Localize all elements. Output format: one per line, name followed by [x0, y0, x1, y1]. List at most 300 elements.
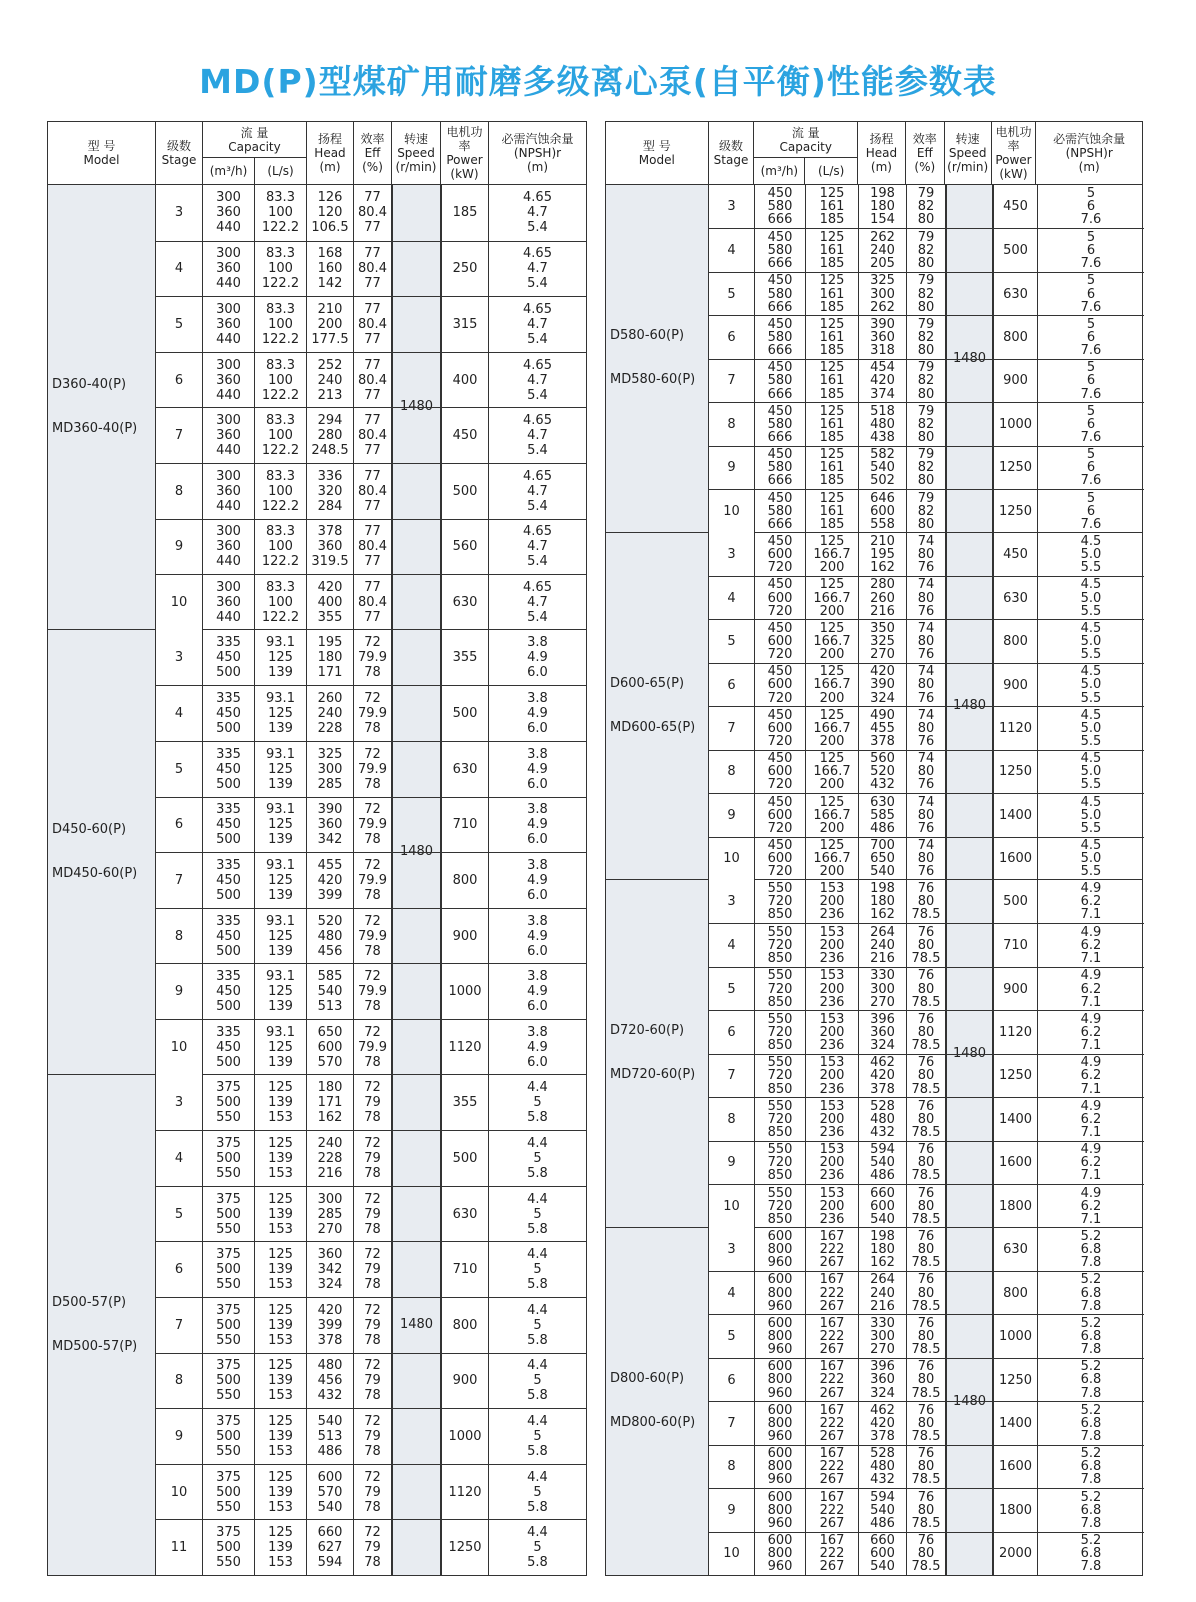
eff-cell-value: 72 [364, 635, 381, 651]
power-cell: 630 [993, 1228, 1038, 1271]
flow-m3h-cell-value: 850 [767, 1168, 793, 1184]
flow-m3h-cell-value: 550 [216, 1221, 241, 1237]
flow-ls-cell-value: 100 [268, 316, 293, 332]
flow-ls-cell [806, 1489, 859, 1531]
flow-ls-cell [255, 1409, 307, 1464]
head-cell-value: 180 [317, 1079, 343, 1095]
npsh-cell [489, 1242, 586, 1297]
header-flow-title [203, 122, 306, 158]
head-cell-value: 213 [317, 387, 343, 403]
flow-m3h-cell-value: 360 [216, 483, 241, 499]
flow-m3h-cell-value: 300 [216, 246, 241, 262]
flow-ls-cell-value: 267 [819, 1472, 845, 1488]
flow-m3h-cell-value: 960 [767, 1429, 793, 1445]
eff-cell-value: 76 [917, 1359, 935, 1375]
head-cell [859, 1185, 907, 1227]
flow-m3h-cell [755, 707, 806, 749]
flow-m3h-cell-value: 720 [767, 1198, 793, 1214]
eff-cell-value: 72 [364, 1525, 381, 1541]
head-cell-value: 399 [317, 1317, 343, 1333]
stage-cell: 5 [156, 297, 203, 352]
head-cell [859, 1489, 907, 1531]
table-row [709, 1445, 1144, 1488]
npsh-cell-value: 7.8 [1080, 1515, 1102, 1531]
flow-ls-cell [806, 924, 859, 966]
flow-ls-cell-value: 125 [819, 360, 845, 376]
eff-cell [354, 297, 392, 352]
flow-m3h-cell-value: 360 [216, 428, 241, 444]
eff-cell-value: 78.5 [911, 1298, 941, 1314]
flow-m3h-cell-value: 500 [216, 1150, 241, 1166]
flow-ls-cell [806, 490, 859, 532]
flow-ls-cell-value: 139 [268, 832, 293, 848]
header-stage [709, 122, 755, 184]
head-cell-value: 378 [870, 1081, 895, 1097]
flow-ls-cell-value: 153 [819, 1011, 845, 1027]
head-cell [307, 630, 354, 686]
eff-cell [907, 229, 946, 271]
flow-ls-cell-value: 153 [819, 1098, 845, 1114]
eff-cell-value: 78.5 [911, 907, 941, 923]
npsh-cell-value: 5 [1086, 403, 1096, 419]
flow-ls-cell-value: 139 [268, 1206, 293, 1222]
flow-m3h-cell-value: 360 [216, 316, 241, 332]
head-cell [307, 686, 354, 741]
head-cell-value: 180 [870, 199, 895, 215]
power-cell: 900 [441, 1354, 489, 1409]
npsh-cell-value: 7.1 [1080, 1211, 1102, 1227]
stage-cell: 4 [156, 686, 203, 741]
npsh-cell [1038, 273, 1144, 315]
flow-ls-cell-value: 93.1 [266, 857, 295, 873]
eff-cell-value: 80 [917, 981, 935, 997]
flow-ls-cell-value: 125 [268, 1469, 293, 1485]
table-row [709, 359, 1144, 402]
model-name-alt: MD580-60(P) [610, 372, 696, 388]
flow-ls-cell [255, 185, 307, 241]
npsh-cell-value: 5.8 [527, 1332, 548, 1348]
npsh-cell-value: 5.8 [527, 1555, 548, 1571]
eff-cell-value: 80 [917, 1415, 935, 1431]
eff-cell-value: 80 [917, 1068, 935, 1084]
npsh-cell-value: 5.5 [1080, 647, 1102, 663]
power-cell: 1000 [441, 964, 489, 1019]
npsh-cell-value: 5.2 [1080, 1228, 1102, 1244]
flow-m3h-cell-value: 450 [767, 447, 793, 463]
flow-ls-cell [255, 1131, 307, 1186]
flow-ls-cell-value: 125 [819, 533, 845, 549]
table-row [156, 963, 586, 1019]
flow-m3h-cell-value: 600 [767, 1359, 793, 1375]
head-cell [307, 1131, 354, 1186]
npsh-cell-value: 4.5 [1080, 707, 1102, 723]
eff-cell-value: 76 [917, 1315, 935, 1331]
model-name-alt: MD600-65(P) [610, 719, 696, 735]
flow-ls-cell [806, 1533, 859, 1575]
model-name: D720-60(P) [610, 1023, 685, 1039]
head-cell-value: 378 [317, 524, 343, 540]
eff-cell-value: 78 [364, 1555, 381, 1571]
flow-m3h-cell [203, 1354, 255, 1409]
flow-m3h-cell-value: 960 [767, 1254, 793, 1270]
head-cell-value: 520 [870, 764, 895, 780]
npsh-cell-value: 7.8 [1080, 1298, 1102, 1314]
npsh-cell [489, 242, 586, 297]
head-cell-value: 480 [870, 416, 895, 432]
stage-cell: 3 [709, 533, 755, 576]
flow-m3h-cell-value: 550 [216, 1443, 241, 1459]
npsh-cell [489, 1075, 586, 1131]
header-stage-text: Stage [713, 153, 749, 167]
flow-m3h-cell-value: 600 [767, 634, 793, 650]
power-cell: 1250 [993, 751, 1038, 793]
stage-cell: 5 [156, 742, 203, 797]
flow-ls-cell-value: 161 [819, 373, 845, 389]
flow-ls-cell [255, 1520, 307, 1575]
npsh-cell [1038, 794, 1144, 836]
head-cell-value: 300 [870, 981, 895, 997]
eff-cell-value: 79 [364, 1317, 381, 1333]
stage-cell: 5 [709, 620, 755, 662]
eff-cell-value: 77 [364, 220, 381, 236]
head-cell [307, 1520, 354, 1575]
stage-cell: 3 [709, 880, 755, 923]
eff-cell-value: 78.5 [911, 1211, 941, 1227]
eff-cell [354, 408, 392, 463]
flow-m3h-cell-value: 666 [767, 343, 793, 359]
eff-cell-value: 79.9 [358, 650, 387, 666]
npsh-cell-value: 5.2 [1080, 1446, 1102, 1462]
head-cell-value: 456 [317, 943, 343, 959]
eff-cell-value: 72 [364, 1247, 381, 1263]
table-row [709, 1097, 1144, 1140]
flow-ls-cell-value: 166.7 [813, 764, 851, 780]
flow-m3h-cell-value: 450 [767, 533, 793, 549]
power-cell: 1800 [993, 1489, 1038, 1531]
npsh-cell-value: 5.8 [527, 1109, 548, 1125]
npsh-cell-value: 6.8 [1080, 1285, 1102, 1301]
flow-m3h-cell-value: 450 [767, 794, 793, 810]
npsh-cell [489, 909, 586, 964]
eff-cell-value: 78.5 [911, 1472, 941, 1488]
eff-cell [907, 1359, 946, 1401]
eff-cell-value: 76 [917, 1185, 935, 1201]
header-model-text: Model [638, 153, 675, 167]
flow-m3h-cell-value: 580 [767, 199, 793, 215]
flow-ls-cell-value: 222 [819, 1285, 845, 1301]
flow-ls-cell-value: 139 [268, 1373, 293, 1389]
npsh-cell-value: 5.8 [527, 1499, 548, 1515]
flow-m3h-cell [755, 229, 806, 271]
head-cell-value: 646 [870, 490, 895, 506]
npsh-cell [1038, 1142, 1144, 1184]
header-eff-text: (%) [914, 160, 936, 174]
npsh-cell-value: 5 [533, 1317, 542, 1333]
head-cell-value: 360 [317, 817, 343, 833]
npsh-cell [489, 1131, 586, 1186]
head-cell-value: 300 [317, 761, 343, 777]
flow-m3h-cell-value: 666 [767, 212, 793, 228]
model-group [606, 880, 1142, 1228]
flow-ls-cell-value: 185 [819, 386, 845, 402]
npsh-cell-value: 5 [1086, 273, 1096, 289]
head-cell-value: 594 [317, 1555, 343, 1571]
npsh-cell-value: 5.5 [1080, 734, 1102, 750]
eff-cell-value: 76 [917, 559, 935, 575]
npsh-cell-value: 6.8 [1080, 1502, 1102, 1518]
flow-m3h-cell-value: 450 [216, 706, 241, 722]
eff-cell-value: 78.5 [911, 1254, 941, 1270]
flow-m3h-cell-value: 375 [216, 1191, 241, 1207]
flow-ls-cell-value: 93.1 [266, 913, 295, 929]
power-cell: 450 [993, 185, 1038, 228]
power-cell: 1250 [993, 1055, 1038, 1097]
flow-ls-cell [806, 1359, 859, 1401]
speed-cell: 1480 [392, 1075, 441, 1575]
table-header [47, 121, 587, 185]
flow-ls-cell-value: 100 [268, 594, 293, 610]
npsh-cell-value: 7.6 [1080, 516, 1102, 532]
flow-m3h-cell-value: 450 [767, 490, 793, 506]
header-stage [156, 122, 203, 184]
speed-cell: 1480 [392, 630, 441, 1074]
npsh-cell-value: 6.8 [1080, 1415, 1102, 1431]
flow-m3h-cell [755, 1533, 806, 1575]
flow-m3h-cell [203, 853, 255, 908]
head-cell-value: 540 [870, 1559, 895, 1575]
flow-ls-cell [806, 1142, 859, 1184]
flow-ls-cell-value: 167 [819, 1489, 845, 1505]
eff-cell-value: 78 [364, 887, 381, 903]
head-cell-value: 420 [870, 1068, 895, 1084]
eff-cell-value: 78 [364, 1054, 381, 1070]
flow-m3h-cell [203, 1131, 255, 1186]
eff-cell-value: 78 [364, 1221, 381, 1237]
flow-ls-cell-value: 125 [819, 707, 845, 723]
flow-m3h-cell [203, 297, 255, 352]
eff-cell-value: 80 [917, 1459, 935, 1475]
flow-m3h-cell-value: 450 [767, 316, 793, 332]
head-cell [307, 798, 354, 853]
eff-cell-value: 79.9 [358, 872, 387, 888]
flow-m3h-cell [755, 360, 806, 402]
head-cell-value: 195 [317, 635, 343, 651]
eff-cell-value: 80 [917, 1111, 935, 1127]
head-cell-value: 585 [317, 969, 343, 985]
head-cell-value: 248.5 [311, 443, 349, 459]
stage-cell: 6 [156, 798, 203, 853]
flow-m3h-cell [755, 1315, 806, 1357]
eff-cell-value: 78 [364, 776, 381, 792]
flow-ls-cell-value: 167 [819, 1272, 845, 1288]
flow-m3h-cell-value: 580 [767, 373, 793, 389]
eff-cell-value: 76 [917, 1142, 935, 1158]
head-cell-value: 502 [870, 473, 895, 489]
eff-cell-value: 79 [364, 1206, 381, 1222]
eff-cell-value: 78.5 [911, 951, 941, 967]
flow-ls-cell-value: 167 [819, 1315, 845, 1331]
head-cell-value: 285 [317, 776, 343, 792]
model-group [606, 1228, 1142, 1576]
flow-ls-cell-value: 200 [819, 734, 845, 750]
flow-m3h-cell-value: 850 [767, 951, 793, 967]
stage-cell: 7 [709, 707, 755, 749]
flow-ls-cell [255, 742, 307, 797]
header-eff-text: 效率 [360, 132, 385, 146]
flow-m3h-cell-value: 500 [216, 1373, 241, 1389]
eff-cell-value: 74 [917, 751, 935, 767]
flow-m3h-cell [755, 1489, 806, 1531]
head-cell-value: 594 [870, 1489, 895, 1505]
npsh-cell-value: 3.8 [527, 691, 548, 707]
eff-cell-value: 80 [917, 851, 935, 867]
flow-m3h-cell-value: 800 [767, 1372, 793, 1388]
flow-m3h-cell-value: 550 [216, 1555, 241, 1571]
eff-cell-value: 79 [917, 403, 935, 419]
header-head-text: 扬程 [869, 132, 894, 146]
flow-m3h-cell-value: 600 [767, 807, 793, 823]
npsh-cell-value: 3.8 [527, 635, 548, 651]
npsh-cell-value: 6 [1086, 373, 1096, 389]
header-speed-text: Speed [397, 146, 435, 160]
flow-m3h-cell [755, 1228, 806, 1271]
npsh-cell [1038, 185, 1144, 228]
flow-ls-cell [255, 630, 307, 686]
head-cell-value: 325 [870, 634, 895, 650]
npsh-cell-value: 4.5 [1080, 664, 1102, 680]
npsh-cell [489, 742, 586, 797]
flow-ls-cell-value: 236 [819, 1081, 845, 1097]
flow-m3h-cell [203, 1242, 255, 1297]
power-cell: 400 [441, 353, 489, 408]
eff-cell-value: 80 [917, 386, 935, 402]
head-cell-value: 324 [870, 690, 895, 706]
flow-m3h-cell-value: 300 [216, 413, 241, 429]
eff-cell-value: 80 [917, 1285, 935, 1301]
flow-ls-cell-value: 83.3 [266, 357, 295, 373]
header-speed-text: 转速 [403, 132, 428, 146]
flow-m3h-cell [755, 1359, 806, 1401]
flow-ls-cell-value: 139 [268, 1094, 293, 1110]
power-cell: 500 [993, 229, 1038, 271]
flow-m3h-cell-value: 450 [216, 817, 241, 833]
npsh-cell-value: 4.9 [527, 650, 548, 666]
stage-cell: 3 [156, 1075, 203, 1131]
power-cell: 1120 [993, 707, 1038, 749]
eff-cell-value: 80 [917, 807, 935, 823]
npsh-cell [1038, 360, 1144, 402]
eff-cell [354, 464, 392, 519]
table-row [156, 908, 586, 964]
head-cell-value: 319.5 [311, 554, 349, 570]
flow-ls-cell [255, 1075, 307, 1131]
flow-m3h-cell-value: 440 [216, 220, 241, 236]
head-cell [307, 464, 354, 519]
head-cell-value: 198 [870, 881, 895, 896]
npsh-cell-value: 4.9 [1080, 1098, 1102, 1114]
flow-ls-cell [806, 1446, 859, 1488]
npsh-cell-value: 4.5 [1080, 533, 1102, 549]
flow-ls-cell-value: 153 [268, 1277, 293, 1293]
npsh-cell-value: 3.8 [527, 969, 548, 985]
npsh-cell-value: 4.9 [527, 928, 548, 944]
eff-cell-value: 76 [917, 603, 935, 619]
flow-ls-cell [255, 242, 307, 297]
flow-ls-cell-value: 200 [819, 1024, 845, 1040]
speed-cell: 1480 [946, 185, 993, 532]
npsh-cell-value: 4.4 [527, 1247, 548, 1263]
flow-ls-cell [806, 577, 859, 619]
eff-cell [907, 1489, 946, 1531]
flow-ls-cell [806, 838, 859, 880]
npsh-cell-value: 6.8 [1080, 1546, 1102, 1562]
power-cell: 1600 [993, 1142, 1038, 1184]
stage-cell: 9 [156, 1409, 203, 1464]
head-cell-value: 660 [317, 1525, 343, 1541]
head-cell-value: 260 [870, 590, 895, 606]
performance-table-right [605, 121, 1143, 1576]
flow-ls-cell-value: 167 [819, 1228, 845, 1244]
npsh-cell-value: 4.65 [523, 190, 552, 206]
npsh-cell-value: 7.6 [1080, 386, 1102, 402]
flow-m3h-cell [203, 630, 255, 686]
flow-m3h-cell-value: 500 [216, 665, 241, 681]
power-cell: 560 [441, 520, 489, 575]
model-name: D500-57(P) [52, 1294, 127, 1310]
stage-cell: 10 [156, 575, 203, 630]
flow-m3h-cell-value: 450 [767, 577, 793, 593]
eff-cell [907, 1011, 946, 1053]
npsh-cell [489, 964, 586, 1019]
head-cell [307, 1409, 354, 1464]
npsh-cell-value: 6 [1086, 243, 1096, 259]
eff-cell-value: 79 [364, 1150, 381, 1166]
eff-cell [907, 577, 946, 619]
npsh-cell-value: 5.0 [1080, 677, 1102, 693]
flow-m3h-cell [203, 1298, 255, 1353]
head-cell-value: 160 [317, 261, 343, 277]
head-cell [859, 751, 907, 793]
head-cell [859, 1272, 907, 1314]
stage-cell: 10 [709, 1185, 755, 1227]
npsh-cell-value: 4.65 [523, 246, 552, 262]
flow-ls-cell-value: 83.3 [266, 524, 295, 540]
flow-m3h-cell-value: 600 [767, 1228, 793, 1244]
eff-cell-value: 78 [364, 943, 381, 959]
header-speed-text: Speed [948, 146, 987, 160]
eff-cell-value: 79 [364, 1484, 381, 1500]
npsh-cell [1038, 1098, 1144, 1140]
eff-cell-value: 78.5 [911, 1429, 941, 1445]
eff-cell [907, 1228, 946, 1271]
header-speed [392, 122, 441, 184]
table-row [156, 1353, 586, 1409]
stage-cell: 6 [709, 1011, 755, 1053]
stage-cell: 4 [709, 924, 755, 966]
flow-m3h-cell-value: 720 [767, 981, 793, 997]
eff-cell [354, 1298, 392, 1353]
power-cell: 500 [441, 464, 489, 519]
flow-ls-cell-value: 125 [268, 1135, 293, 1151]
power-cell: 1400 [993, 1098, 1038, 1140]
header-npsh-text: (NPSH)r [513, 146, 562, 160]
npsh-cell-value: 4.65 [523, 413, 552, 429]
eff-cell-value: 78.5 [911, 994, 941, 1010]
eff-cell [907, 664, 946, 706]
eff-cell-value: 78.5 [911, 1515, 941, 1531]
flow-m3h-cell-value: 550 [767, 1142, 793, 1158]
flow-m3h-cell-value: 800 [767, 1329, 793, 1345]
